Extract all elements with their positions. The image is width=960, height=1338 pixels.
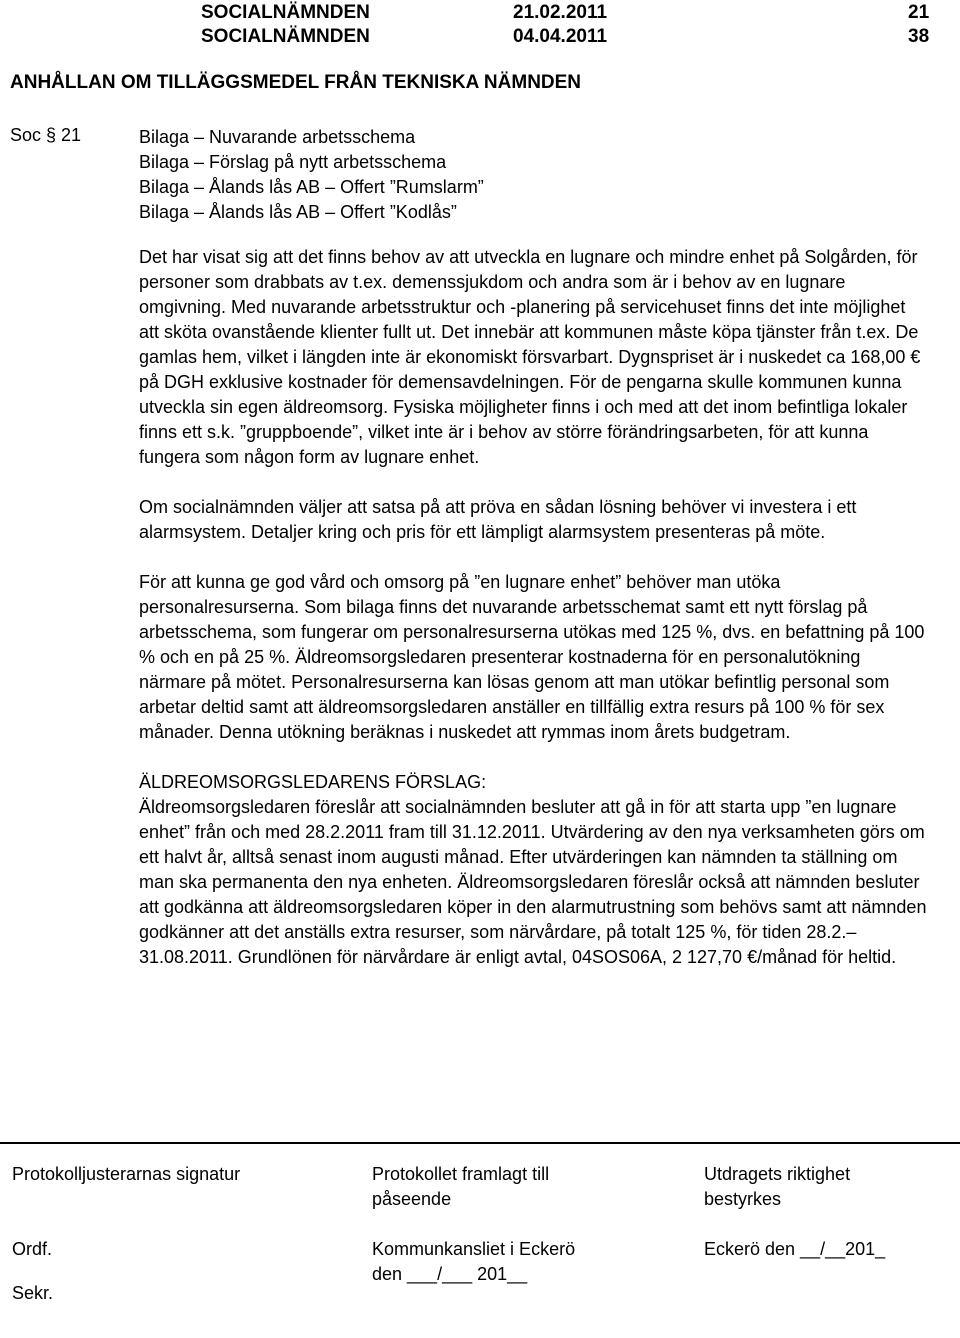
- footer-posted: [372, 1162, 575, 1287]
- header-line-1: [0, 2, 960, 28]
- header-line-2: [0, 26, 960, 52]
- paragraph-background: Det har visat sig att det finns behov av att utveckla en lugnare och mindre enhet på Solgården, för personer som drabbats av t.ex. demenssjukdom och andra som är i behov av en lugnare omgivning. Med nuvarande arbetsstruktur och -planering på servicehuset finns det inte möjlighet att sköta ovanstående klienter fullt ut. Det innebär att kommunen måste köpa tjänster från t.ex. De gamlas hem, vilket i längden inte är ekonomiskt försvarbart. Dygnspriset är i nuskedet ca 168,00 € på DGH exklusive kostnader för demensavdelningen. För de pengarna skulle kommunen kunna utveckla sin egen äldreomsorg. Fysiska möjligheter finns i och med att det inom befintliga lokaler finns ett s.k. ”gruppboende”, vilket inte är i behov av större förändringsarbeten, för att kunna fungera som någon form av lugnare enhet.: [139, 247, 921, 467]
- footer-certified-heading-2: bestyrkes: [704, 1189, 782, 1209]
- header-date: 04.04.2011: [513, 26, 608, 47]
- footer-posted-place: Kommunkansliet i Eckerö: [372, 1239, 576, 1259]
- paragraph-alarm-system: Om socialnämnden väljer att satsa på att pröva en sådan lösning behöver vi investera i ett alarmsystem. Detaljer kring och pris för ett lämpligt alarmsystem presenteras på möte.: [139, 497, 857, 542]
- footer-posted-heading-2: påseende: [372, 1189, 452, 1209]
- header-date: 21.02.2011: [513, 2, 608, 23]
- proposal-text: Äldreomsorgsledaren föreslår att socialnämnden besluter att gå in för att starta upp ”en lugnare enhet” från och med 28.2.2011 fram till 31.12.2011. Utvärdering av den nya verksamheten görs om ett halvt år, alltså senast inom augusti månad. Efter utvärderingen kan nämnden ta ställning om man ska permanenta den nya enheten. Äldreomsorgsledaren föreslår också att nämnden besluter att godkänna att äldreomsorgsledaren köper in den alarmutrustning som behövs samt att nämnden godkänner att det anställs extra resurser, som närvårdare, på totalt 125 %, för tiden 28.2.–31.08.2011. Grundlönen för närvårdare är enligt avtal, 04SOS06A, 2 127,70 €/månad för heltid.: [139, 797, 927, 967]
- document-body: [139, 245, 929, 970]
- attachment-item: Bilaga – Nuvarande arbetsschema: [139, 127, 416, 147]
- footer-chair-label: Ordf.: [12, 1239, 53, 1259]
- header-body-name: SOCIALNÄMNDEN: [201, 26, 370, 47]
- footer-signatures: [12, 1162, 240, 1306]
- header-page-number: 38: [908, 26, 930, 47]
- footer-certified-date: Eckerö den __/__201_: [704, 1239, 886, 1259]
- footer-certified: [704, 1162, 885, 1262]
- paragraph-staffing: För att kunna ge god vård och omsorg på ”en lugnare enhet” behöver man utöka personalresurserna. Som bilaga finns det nuvarande arbetsschemat samt ett nytt förslag på arbetsschema, som fungerar om personalresurserna utökas med 125 %, dvs. en befattning på 100 % och en på 25 %. Äldreomsorgsledaren presenterar kostnaderna för en personalutökning närmare på mötet. Personalresurserna kan lösas genom att man utökar befintlig personal som arbetar deltid samt att äldreomsorgsledaren anställer en tillfällig extra resurs på 100 % för sex månader. Denna utökning beräknas i nuskedet att rymmas inom årets budgetram.: [139, 572, 925, 742]
- proposal-heading: ÄLDREOMSORGSLEDARENS FÖRSLAG:: [139, 772, 487, 792]
- footer-secretary-label: Sekr.: [12, 1283, 54, 1303]
- footer-certified-heading: Utdragets riktighet: [704, 1164, 851, 1184]
- footer-posted-date: den ___/___ 201__: [372, 1264, 528, 1284]
- attachment-list: [139, 125, 484, 225]
- attachment-item: Bilaga – Förslag på nytt arbetsschema: [139, 152, 447, 172]
- header-body-name: SOCIALNÄMNDEN: [201, 2, 370, 23]
- footer-signatures-heading: Protokolljusterarnas signatur: [12, 1164, 241, 1184]
- footer-posted-heading: Protokollet framlagt till: [372, 1164, 550, 1184]
- footer-divider: [0, 1142, 960, 1144]
- case-reference: Soc § 21: [10, 125, 82, 145]
- document-title: ANHÅLLAN OM TILLÄGGSMEDEL FRÅN TEKNISKA NÄMNDEN: [10, 72, 582, 93]
- header-page-number: 21: [908, 2, 930, 23]
- attachment-item: Bilaga – Ålands lås AB – Offert ”Kodlås”: [139, 202, 457, 222]
- attachment-item: Bilaga – Ålands lås AB – Offert ”Rumslarm”: [139, 177, 484, 197]
